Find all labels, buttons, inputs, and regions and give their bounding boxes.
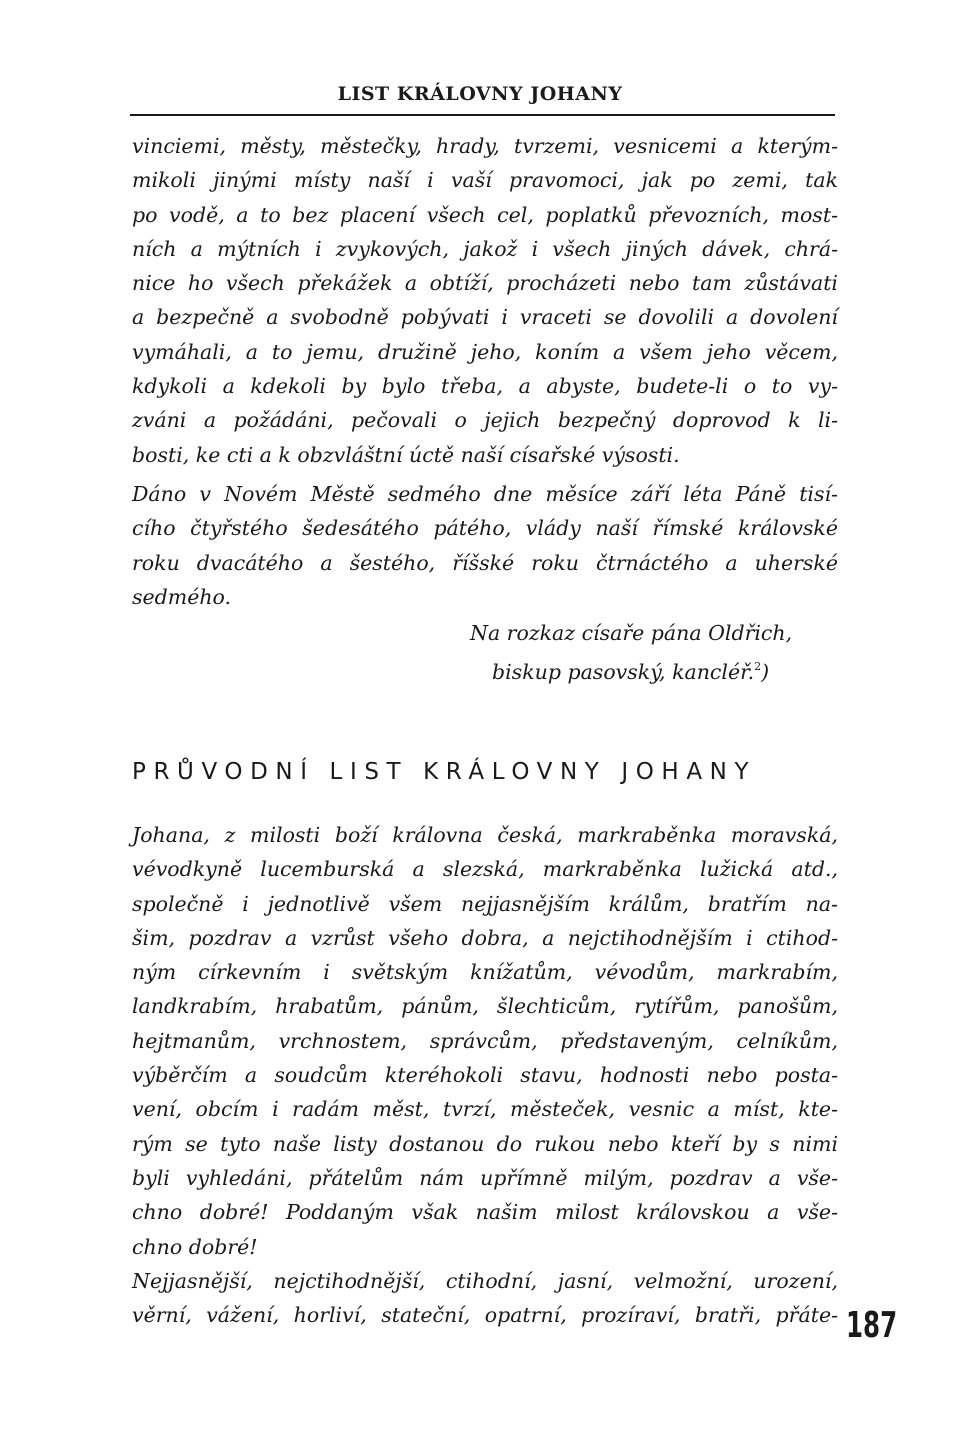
text-line: a bezpečně a svobodně pobývati i vraceti se dovolili a dovolení	[132, 305, 838, 330]
footnote-mark: 2	[754, 660, 762, 673]
text-line: společně i jednotlivě všem nejjasnějším králům, bratřím na-	[132, 891, 838, 916]
text-line: landkrabím, hrabatům, pánům, šlechticům, rytířům, panošům,	[132, 994, 838, 1019]
running-head: LIST KRÁLOVNY JOHANY	[337, 83, 623, 105]
text-line: chno dobré! Poddaným však našim milost královskou a vše-	[132, 1200, 838, 1225]
signature-block	[470, 616, 840, 684]
text-line: kdykoli a kdekoli by bylo třeba, a abyste, budete-li o to vy-	[132, 374, 838, 399]
text-line: Johana, z milosti boží královna česká, markraběnka moravská,	[132, 823, 838, 847]
signature-line	[470, 650, 840, 684]
text-line: sedmého.	[132, 584, 232, 609]
text-line: po vodě, a to bez placení všech cel, poplatků převozních, most-	[132, 202, 838, 227]
text-line: ným církevním i světským knížatům, vévodům, markrabím,	[132, 960, 838, 985]
text-line: byli vyhledáni, přátelům nám upřímně milým, pozdrav a vše-	[132, 1165, 838, 1190]
footnote-paren: )	[761, 660, 770, 684]
text-line: zváni a požádáni, pečovali o jejich bezpečný doprovod k li-	[132, 408, 838, 433]
text-line: bosti, ke cti a k obzvláštní úctě naší císařské výsosti.	[132, 442, 680, 467]
text-line: výběrčím a soudcům kteréhokoli stavu, hodnosti nebo posta-	[132, 1063, 838, 1088]
text-line: Nejjasnější, nejctihodnější, ctihodní, jasní, velmožní, urození,	[132, 1269, 838, 1293]
text-line: vévodkyně lucemburská a slezská, markraběnka lužická atd.,	[132, 857, 838, 882]
dating-paragraph	[132, 477, 838, 614]
text-line: cího čtyřstého šedesátého pátého, vlády naší římské královské	[132, 516, 838, 541]
text-line: rým se tyto naše listy dostanou do rukou nebo kteří by s nimi	[132, 1131, 838, 1156]
text-line: mikoli jinými místy naší i vaší pravomoci, jak po zemi, tak	[132, 168, 838, 193]
address-paragraph	[132, 1264, 838, 1333]
text-line: chno dobré!	[132, 1234, 258, 1259]
text-line: vymáhali, a to jemu, družině jeho, koním a všem jeho věcem,	[132, 339, 838, 364]
text-line: nice ho všech překážek a obtíží, procházeti nebo tam zůstávati	[132, 271, 838, 296]
text-line: Dáno v Novém Městě sedmého dne měsíce září léta Páně tisí-	[132, 482, 838, 506]
page-number: 187	[846, 1305, 898, 1346]
letter-opening-paragraph	[132, 818, 838, 1264]
signature-line: Na rozkaz císaře pána Oldřich,	[470, 621, 793, 645]
header-rule	[130, 114, 835, 116]
text-line: šim, pozdrav a vzrůst všeho dobra, a nejctihodnějším i ctihod-	[132, 925, 838, 950]
section-title: PRŮVODNÍ LIST KRÁLOVNY JOHANY	[132, 759, 757, 785]
text-line: věrní, vážení, horliví, stateční, opatrní, prozíraví, bratři, přáte-	[132, 1303, 838, 1328]
text-line: roku dvacátého a šestého, říšské roku čtrnáctého a uherské	[132, 550, 838, 575]
text-line: hejtmanům, vrchnostem, správcům, představeným, celníkům,	[132, 1028, 838, 1053]
text-line: vinciemi, městy, městečky, hrady, tvrzemi, vesnicemi a kterým-	[132, 134, 838, 158]
text-line: ních a mýtních i zvykových, jakož i všech jiných dávek, chrá-	[132, 236, 838, 261]
text-line: vení, obcím i radám měst, tvrzí, městeček, vesnic a míst, kte-	[132, 1097, 838, 1122]
letter-continuation-paragraph	[132, 129, 838, 472]
signature-text: biskup pasovský, kancléř.	[492, 660, 755, 684]
